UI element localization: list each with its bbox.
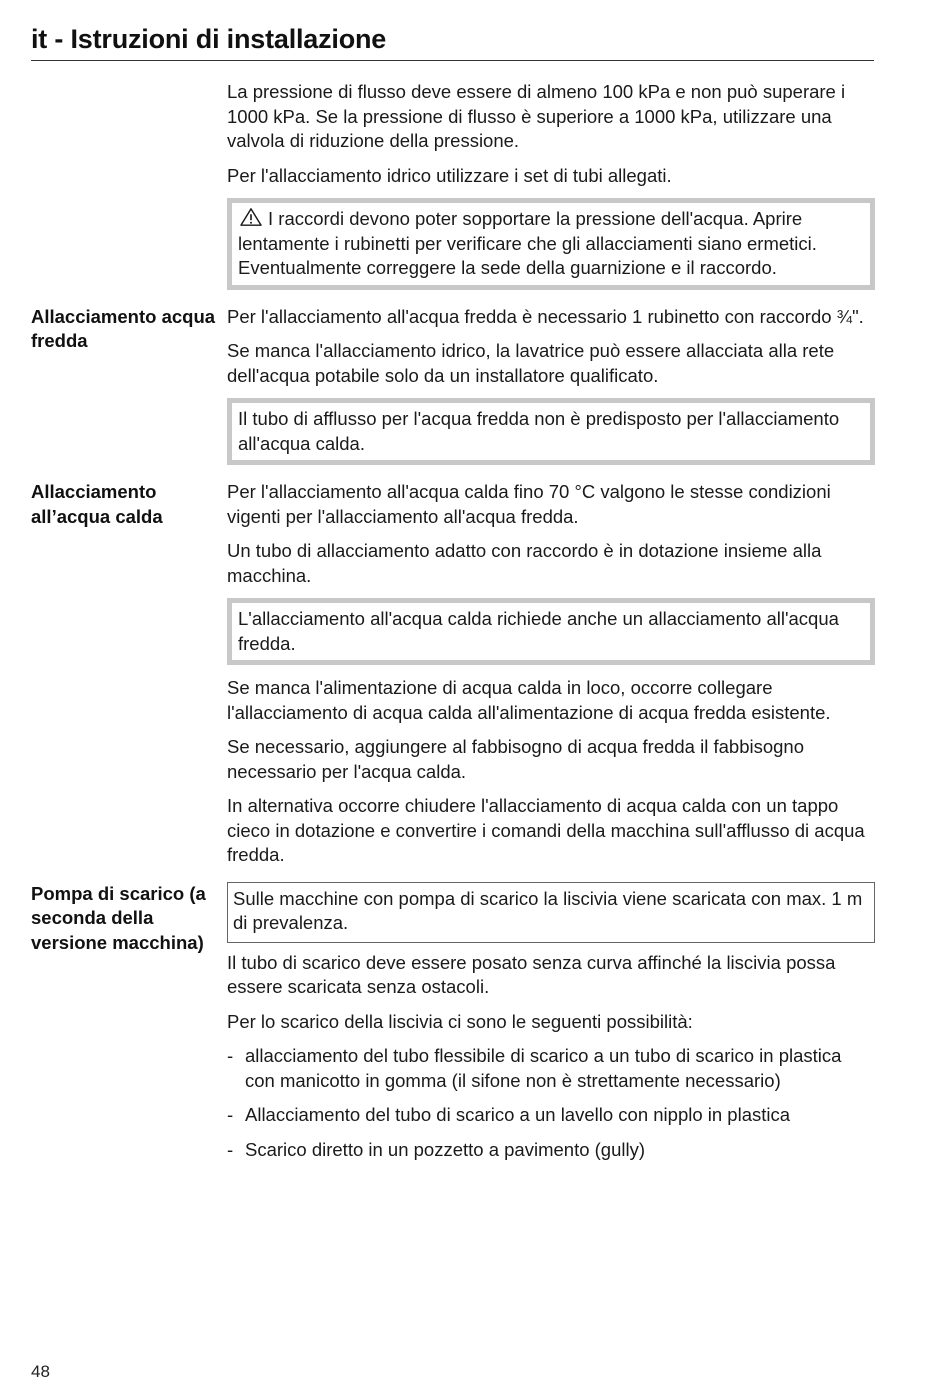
dash-bullet: - xyxy=(227,1104,234,1125)
page-title: it - Istruzioni di installazione xyxy=(31,24,387,54)
note-box xyxy=(227,882,875,943)
dash-bullet: - xyxy=(227,1138,234,1160)
list-item xyxy=(227,1103,875,1128)
main-column xyxy=(227,882,875,1173)
paragraph: Per l'allacciamento all'acqua fredda è necessario 1 rubinetto con raccordo ¾". xyxy=(227,305,864,327)
section-cold-water xyxy=(31,305,876,481)
header-rule xyxy=(31,60,874,61)
paragraph: Per l'allacciamento idrico utilizzare i set di tubi allegati. xyxy=(227,164,672,186)
paragraph: Il tubo di scarico deve essere posato senza curva affinché la liscivia possa essere scaricata senza ostacoli. xyxy=(227,951,836,997)
list-item-text: Allacciamento del tubo di scarico a un lavello con nipplo in plastica xyxy=(245,1104,791,1125)
document-body xyxy=(31,80,876,1172)
paragraph: In alternativa occorre chiudere l'allacciamento di acqua calda con un tappo cieco in dotazione e convertire i comandi della macchina sull'afflusso di acqua fredda. xyxy=(227,795,865,865)
section-heading: Allacciamento all’acqua calda xyxy=(31,481,163,527)
warning-box xyxy=(227,198,875,290)
list-item xyxy=(227,1044,875,1093)
section-hot-water xyxy=(31,480,876,882)
drain-options-list xyxy=(227,1044,875,1162)
warning-text: I raccordi devono poter sopportare la pressione dell'acqua. Aprire lentamente i rubinetti per verificare che gli allacciamenti siano ermetici. Eventualmente correggere la sede della guarnizione e il raccordo. xyxy=(238,208,817,278)
note-text: Sulle macchine con pompa di scarico la liscivia viene scaricata con max. 1 m di prevalenza. xyxy=(233,887,863,933)
paragraph: Se manca l'alimentazione di acqua calda in loco, occorre collegare l'allacciamento di acqua calda all'alimentazione di acqua fredda esistente. xyxy=(227,677,831,723)
paragraph: Se necessario, aggiungere al fabbisogno di acqua fredda il fabbisogno necessario per l'acqua calda. xyxy=(227,736,804,782)
paragraph: Se manca l'allacciamento idrico, la lavatrice può essere allacciata alla rete dell'acqua potabile solo da un installatore qualificato. xyxy=(227,340,835,386)
note-text: Il tubo di afflusso per l'acqua fredda non è predisposto per l'allacciamento all'acqua calda. xyxy=(238,408,840,454)
page-number: 48 xyxy=(31,1362,50,1381)
list-item-text: Scarico diretto in un pozzetto a pavimento (gully) xyxy=(245,1138,646,1160)
note-box xyxy=(227,598,875,665)
section-intro xyxy=(31,80,876,305)
list-item xyxy=(227,1138,875,1163)
list-item-text: allacciamento del tubo flessibile di scarico a un tubo di scarico in plastica con manicotto in gomma (il sifone non è strettamente necessario) xyxy=(245,1045,842,1091)
section-heading: Allacciamento acqua fredda xyxy=(31,305,216,351)
main-column xyxy=(227,305,875,481)
main-column xyxy=(227,480,875,882)
section-heading: Pompa di scarico (a seconda della versione macchina) xyxy=(31,882,206,953)
warning-triangle-icon xyxy=(238,207,264,227)
main-column xyxy=(227,80,875,305)
note-box xyxy=(227,398,875,465)
paragraph: Per lo scarico della liscivia ci sono le seguenti possibilità: xyxy=(227,1010,693,1032)
note-text: L'allacciamento all'acqua calda richiede anche un allacciamento all'acqua fredda. xyxy=(238,608,839,654)
side-column-empty xyxy=(31,80,227,305)
page-header xyxy=(31,20,874,61)
paragraph: Per l'allacciamento all'acqua calda fino 70 °C valgono le stesse condizioni vigenti per l'allacciamento all'acqua fredda. xyxy=(227,481,831,527)
paragraph: La pressione di flusso deve essere di almeno 100 kPa e non può superare i 1000 kPa. Se la pressione di flusso è superiore a 1000 kPa, utilizzare una valvola di riduzione della pressione. xyxy=(227,81,846,151)
paragraph: Un tubo di allacciamento adatto con raccordo è in dotazione insieme alla macchina. xyxy=(227,540,822,586)
section-drain-pump xyxy=(31,882,876,1173)
dash-bullet: - xyxy=(227,1045,234,1066)
